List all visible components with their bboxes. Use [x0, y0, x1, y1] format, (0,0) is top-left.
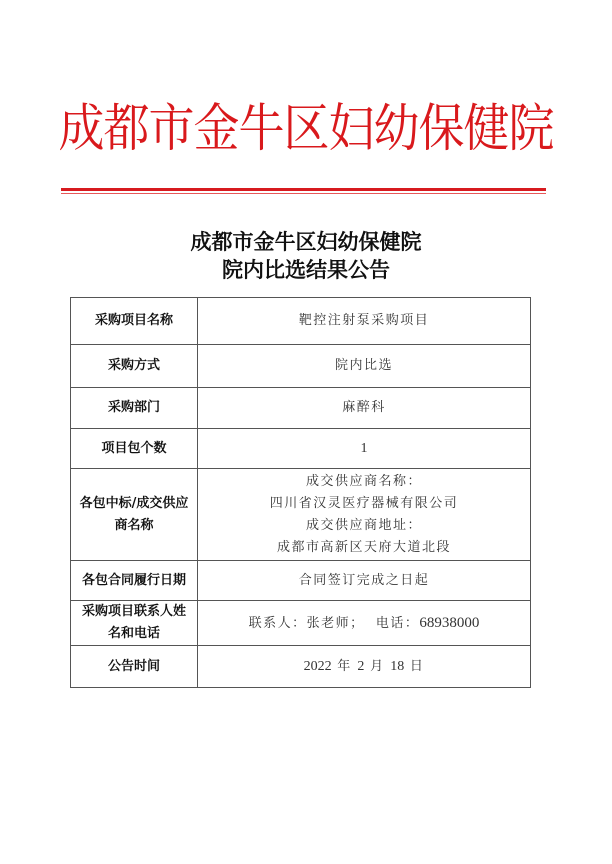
- date-year: 2022: [303, 658, 332, 674]
- row-value-procurement-method: 院内比选: [198, 345, 531, 388]
- table-row: [71, 561, 531, 601]
- row-value-contact: [198, 601, 531, 646]
- row-label-winning-supplier: 各包中标/成交供应商名称: [71, 469, 198, 561]
- date-day-unit: 日: [409, 658, 425, 674]
- row-label-contract-date: 各包合同履行日期: [71, 561, 198, 601]
- row-value-department: 麻醉科: [198, 388, 531, 429]
- row-value-package-count: 1: [198, 429, 531, 469]
- table-row: [71, 469, 531, 561]
- row-value-contract-date: 合同签订完成之日起: [198, 561, 531, 601]
- date-month-unit: 月: [370, 658, 385, 674]
- table-row: [71, 646, 531, 688]
- document-title-line2: 院内比选结果公告: [222, 257, 390, 282]
- phone-number: 68938000: [419, 614, 480, 631]
- table-row: [71, 388, 531, 429]
- table-row: [71, 298, 531, 345]
- masthead-red-rule-thin: [61, 193, 546, 194]
- row-value-project-name: 靶控注射泵采购项目: [198, 298, 531, 345]
- row-label-contact: 采购项目联系人姓名和电话: [71, 601, 198, 646]
- contact-label: 联系人：: [248, 615, 307, 631]
- masthead-org-name: 成都市金牛区妇幼保健院: [58, 97, 554, 159]
- procurement-result-table: [70, 297, 531, 688]
- date-year-unit: 年: [337, 658, 352, 674]
- supplier-address: 成都市高新区天府大道北段: [276, 539, 451, 555]
- table-row: [71, 345, 531, 388]
- date-month: 2: [357, 658, 365, 674]
- row-label-package-count: 项目包个数: [71, 429, 198, 469]
- row-value-announcement-date: [198, 646, 531, 688]
- row-value-winning-supplier: [198, 469, 531, 561]
- document-title-line1: 成都市金牛区妇幼保健院: [190, 229, 422, 254]
- masthead-red-rule: [61, 188, 546, 191]
- contact-name: 张老师；: [306, 615, 365, 631]
- row-label-project-name: 采购项目名称: [71, 298, 198, 345]
- supplier-address-label: 成交供应商地址：: [305, 517, 422, 533]
- table-row: [71, 429, 531, 469]
- row-label-procurement-method: 采购方式: [71, 345, 198, 388]
- table-row: [71, 601, 531, 646]
- row-label-department: 采购部门: [71, 388, 198, 429]
- date-day: 18: [390, 658, 405, 674]
- supplier-name: 四川省汉灵医疗器械有限公司: [269, 495, 459, 511]
- row-label-announcement-date: 公告时间: [71, 646, 198, 688]
- phone-label: 电话：: [375, 615, 420, 631]
- supplier-name-label: 成交供应商名称：: [305, 473, 422, 489]
